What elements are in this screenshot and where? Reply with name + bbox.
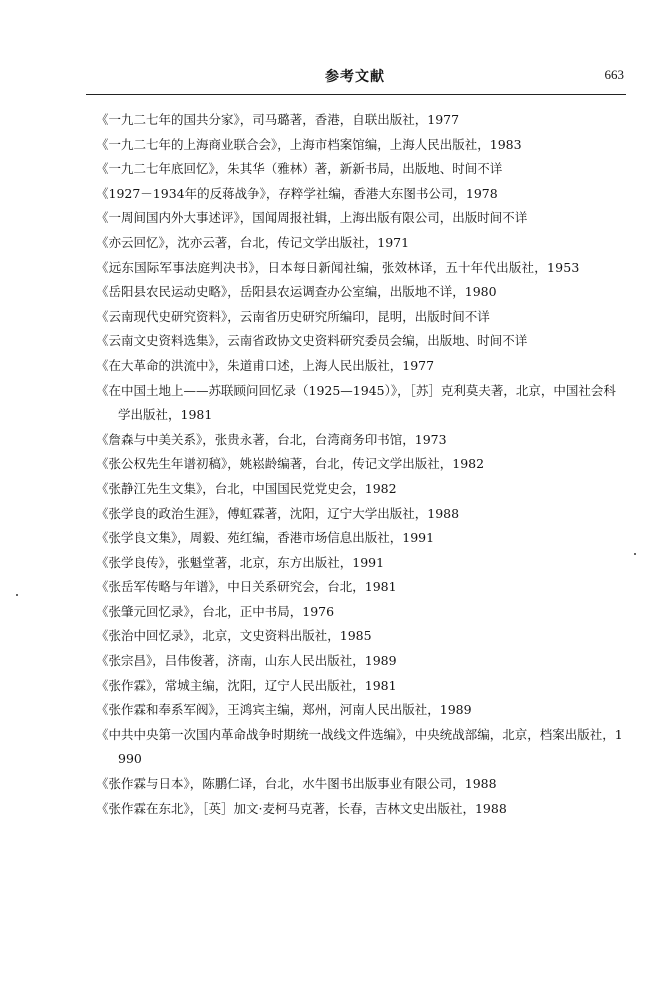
scan-speck (16, 594, 18, 596)
scan-speck (634, 553, 636, 555)
reference-entry: 《1927－1934年的反蒋战争》，存粹学社编，香港大东图书公司，1978 (96, 185, 498, 201)
reference-entry: 《一九二七年的上海商业联合会》，上海市档案馆编，上海人民出版社，1983 (96, 136, 522, 152)
reference-entry: 《张公权先生年谱初稿》，姚崧龄编著，台北，传记文学出版社，1982 (96, 456, 485, 472)
header-rule (86, 94, 626, 95)
reference-entry: 《张学良的政治生涯》，傅虹霖著，沈阳，辽宁大学出版社，1988 (96, 505, 460, 521)
reference-entry: 《中共中央第一次国内革命战争时期统一战线文件选编》，中央统战部编，北京，档案出版社，1990 (96, 726, 623, 767)
reference-entry: 《一九二七年的国共分家》，司马璐著，香港，自联出版社，1977 (96, 112, 460, 127)
reference-entry: 《一周间国内外大事述评》，国闻周报社辑，上海出版有限公司，出版时间不详 (96, 210, 528, 226)
reference-entry: 《远东国际军事法庭判决书》，日本每日新闻社编，张效林译，五十年代出版社，1953 (96, 259, 580, 275)
running-title: 参考文献 (325, 69, 385, 85)
reference-entry: 《张作霖与日本》，陈鹏仁译，台北，水牛图书出版事业有限公司，1988 (96, 776, 497, 792)
page-header (86, 66, 624, 90)
reference-entry: 《云南现代史研究资料》，云南省历史研究所编印，昆明，出版时间不详 (96, 308, 490, 324)
reference-entry: 《张静江先生文集》，台北，中国国民党党史会，1982 (96, 480, 397, 496)
reference-entry: 《在中国土地上——苏联顾问回忆录（1925—1945）》，［苏］克利莫夫著，北京，中国社会科学出版社，1981 (96, 382, 616, 423)
reference-entry: 《张作霖和奉系军阀》，王鸿宾主编，郑州，河南人民出版社，1989 (96, 702, 472, 718)
reference-entry: 《亦云回忆》，沈亦云著，台北，传记文学出版社，1971 (96, 234, 410, 250)
reference-entry: 《张作霖在东北》，［英］加文·麦柯马克著，长春，吉林文史出版社，1988 (96, 800, 507, 816)
reference-entry: 《张作霖》，常城主编，沈阳，辽宁人民出版社，1981 (96, 677, 397, 693)
reference-entry: 《张岳军传略与年谱》，中日关系研究会，台北，1981 (96, 579, 397, 595)
reference-entry: 《张学良传》，张魁堂著，北京，东方出版社，1991 (96, 554, 385, 570)
reference-entry: 《张学良文集》，周毅、苑红编，香港市场信息出版社，1991 (96, 530, 435, 546)
reference-entry: 《詹森与中美关系》，张贵永著，台北，台湾商务印书馆，1973 (96, 431, 447, 447)
page-number: 663 (604, 67, 624, 82)
reference-entry: 《一九二七年底回忆》，朱其华（雅林）著，新新书局，出版地、时间不详 (96, 161, 503, 177)
reference-entry: 《张宗昌》，吕伟俊著，济南，山东人民出版社，1989 (96, 653, 397, 669)
reference-list (96, 108, 628, 821)
reference-entry: 《张肇元回忆录》，台北，正中书局，1976 (96, 603, 335, 619)
reference-entry: 《在大革命的洪流中》，朱道甫口述，上海人民出版社，1977 (96, 357, 435, 373)
reference-entry: 《岳阳县农民运动史略》，岳阳县农运调查办公室编，出版地不详，1980 (96, 284, 497, 300)
reference-entry: 《张治中回忆录》，北京，文史资料出版社，1985 (96, 628, 372, 644)
reference-entry: 《云南文史资料选集》，云南省政协文史资料研究委员会编，出版地、时间不详 (96, 333, 528, 349)
